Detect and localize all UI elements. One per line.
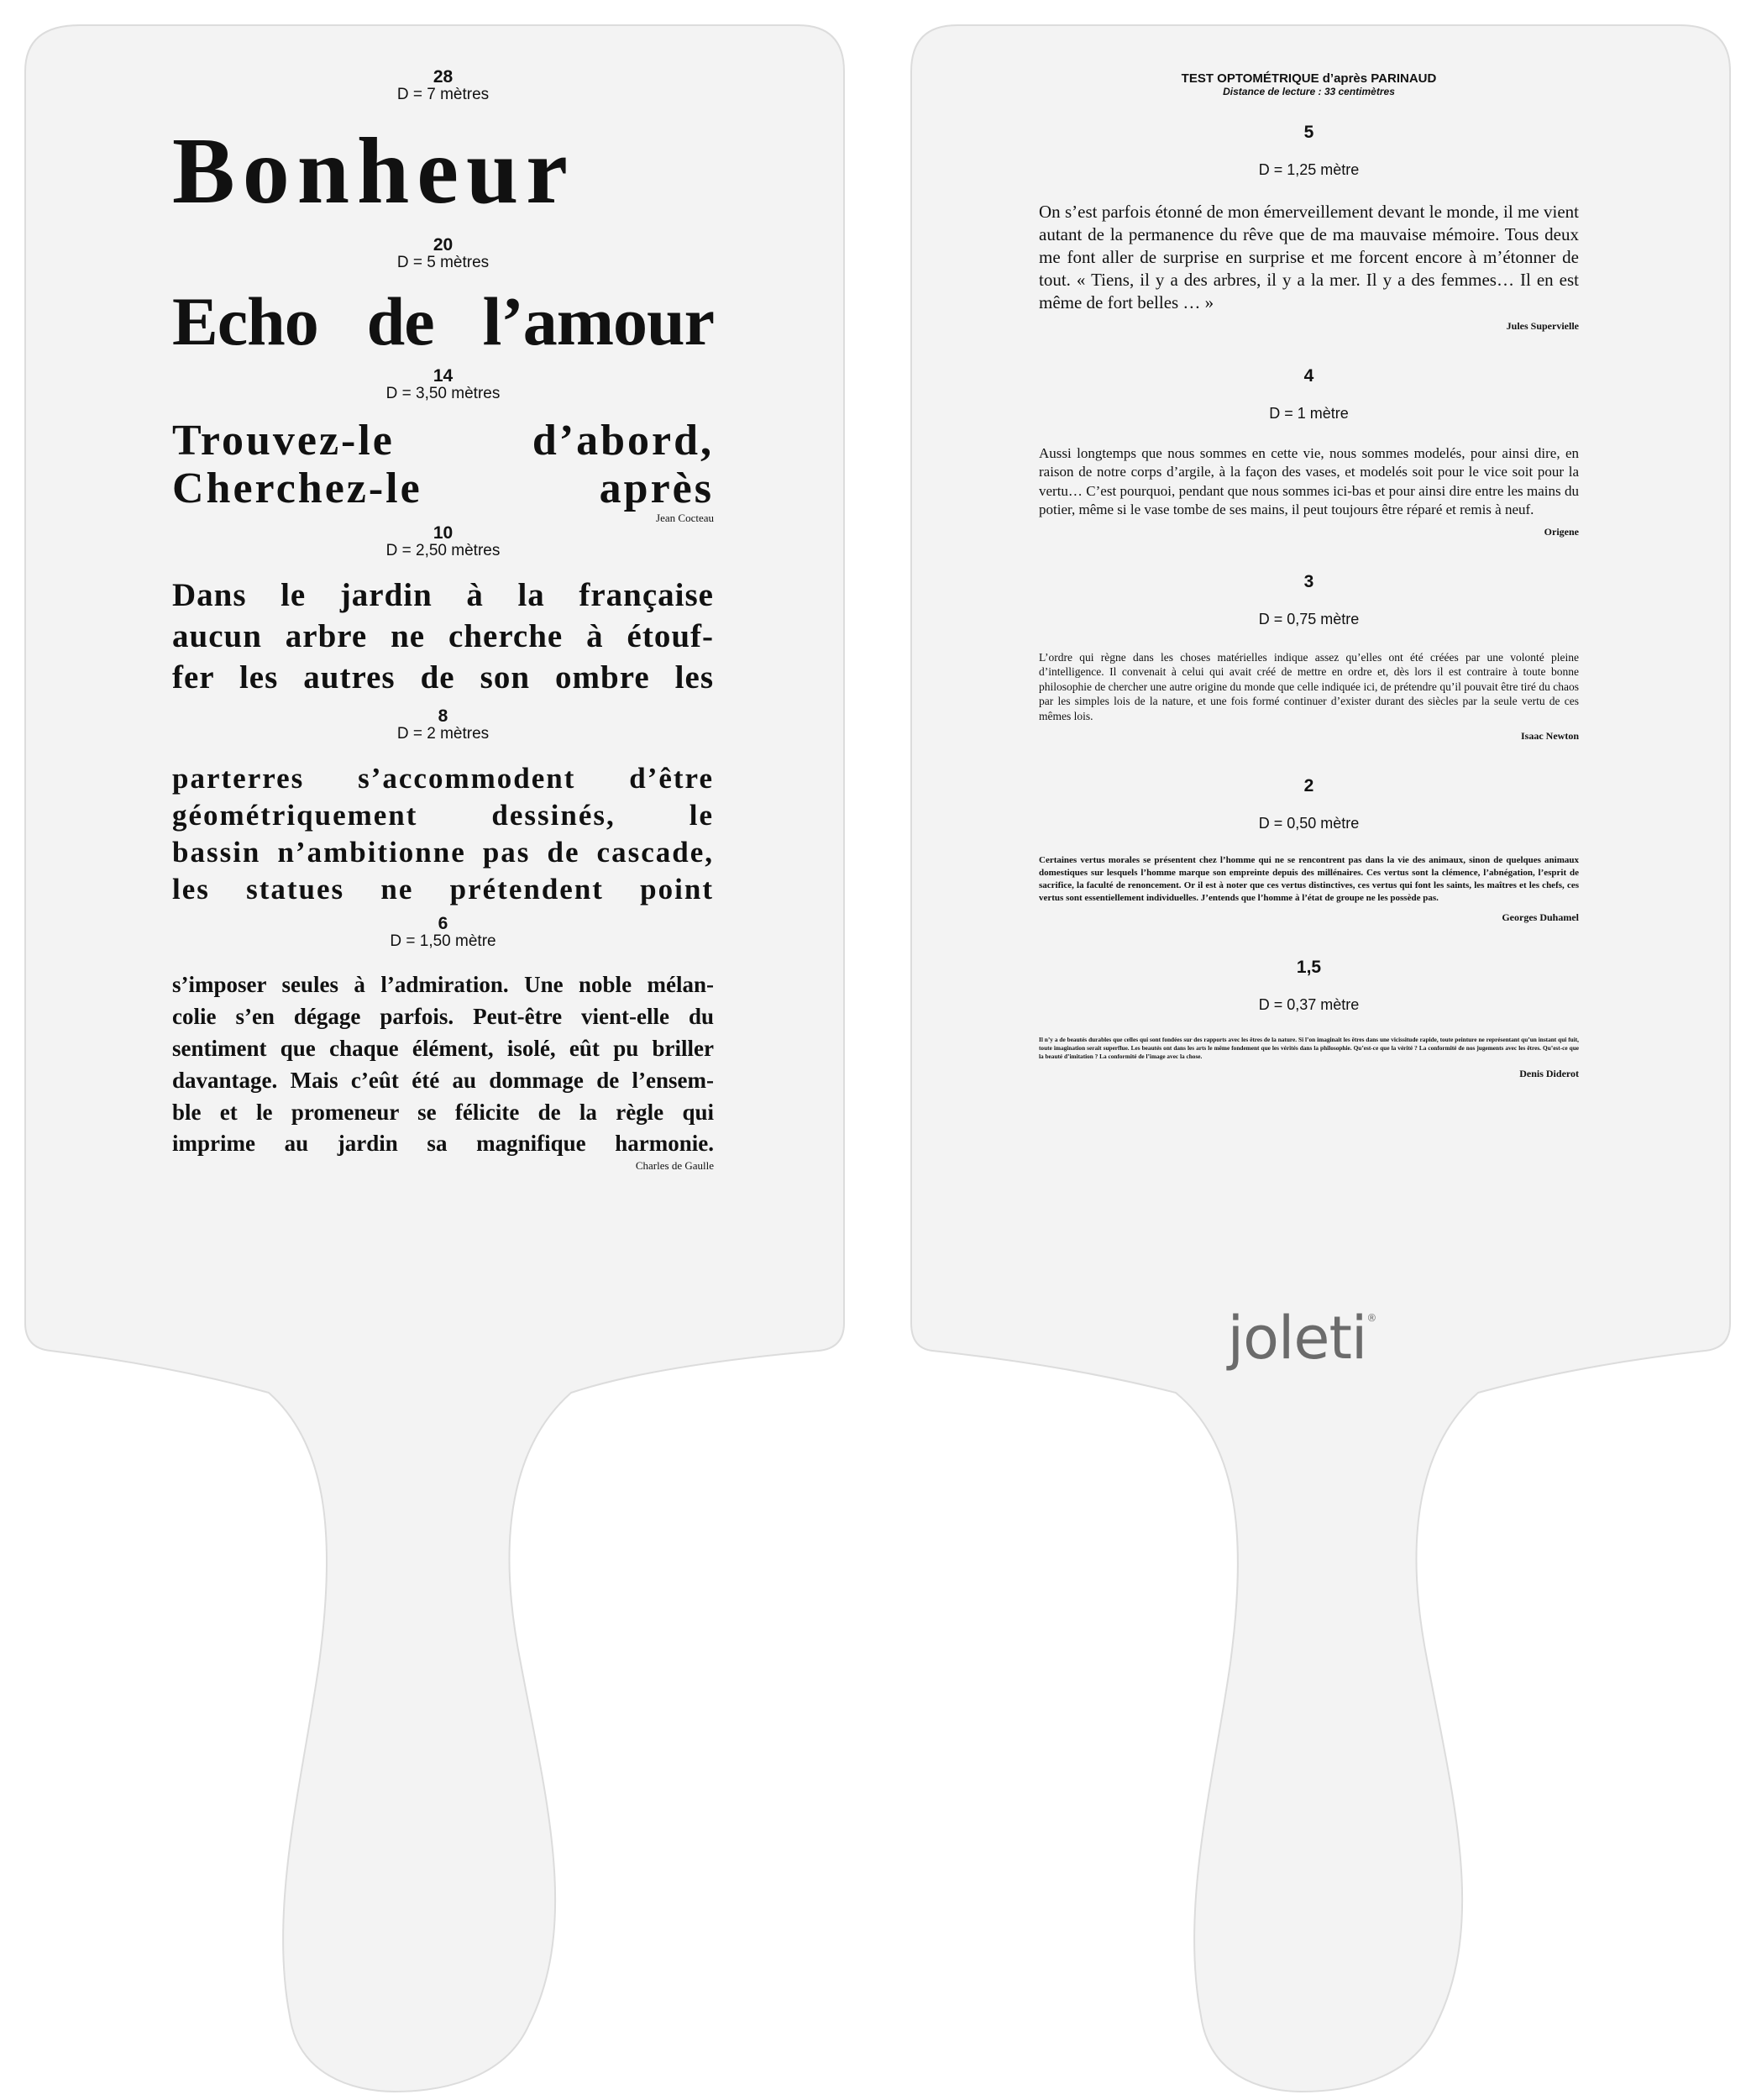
level-number: 20 <box>433 234 454 255</box>
level-distance: D = 0,50 mètre <box>1258 815 1360 832</box>
level-distance: D = 2 mètres <box>396 725 490 743</box>
level-text: Certaines vertus morales se présentent chez l’homme qui ne se rencontrent pas dans la vie des animaux, sinon de quelques animaux domestiques sur lesquels l’homme marque son empreinte depuis des millénaires. Ces vertus sont la clémence, l’abnégation, l’esprit de sacrifice, la faculté de renoncement. Or il est à noter que ces vertus distinctives, ces vertus qui font les saints, les maîtres et les chefs, ces vertus sont essentiellement individuelles. J’entends que l’homme à l’état de groupe ne les possède pas. <box>1039 855 1579 904</box>
level-4 <box>1039 366 1579 538</box>
level-number: 10 <box>433 523 454 543</box>
text-line: aucun arbre ne cherche à étouf- <box>172 617 714 654</box>
text-line: parterres s’accommodent d’être <box>172 762 714 795</box>
level-number: 6 <box>438 914 448 934</box>
card-subtitle: Distance de lecture : 33 centimètres <box>1223 86 1395 97</box>
quote-author: Georges Duhamel <box>1502 911 1579 923</box>
text-line: géométriquement dessinés, le <box>172 799 714 832</box>
level-2 <box>1039 776 1579 923</box>
level-distance: D = 7 mètres <box>396 86 490 104</box>
level-distance: D = 0,37 mètre <box>1258 995 1360 1013</box>
quote-author: Charles de Gaulle <box>635 1159 714 1173</box>
level-number: 1,5 <box>1296 957 1322 977</box>
level-text <box>172 417 714 512</box>
quote-author: Isaac Newton <box>1521 730 1579 743</box>
level-number: 3 <box>1303 571 1314 591</box>
level-14 <box>172 366 714 523</box>
text-line: Dans le jardin à la française <box>172 577 714 614</box>
level-20 <box>172 235 714 360</box>
level-number: 5 <box>1303 123 1314 142</box>
level-5 <box>1039 123 1579 333</box>
quote-author: Jean Cocteau <box>656 512 714 525</box>
level-10 <box>172 523 714 698</box>
level-distance: D = 0,75 mètre <box>1258 610 1360 627</box>
brand-logo <box>1201 1304 1403 1373</box>
quote-author: Jules Supervielle <box>1506 320 1579 333</box>
level-distance: D = 3,50 mètres <box>385 384 501 402</box>
text-line: sentiment que chaque élément, isolé, eût pu briller <box>172 1035 714 1061</box>
level-text: Echo de l’amour <box>172 282 714 360</box>
level-text <box>172 575 714 698</box>
level-distance: D = 1,50 mètre <box>390 932 496 951</box>
quote-author: Origene <box>1544 525 1579 538</box>
text-line: bassin n’ambitionne pas de cascade, <box>172 835 714 869</box>
level-number: 4 <box>1303 366 1314 386</box>
logo-text: joleti <box>1227 1304 1367 1373</box>
level-8 <box>172 706 714 907</box>
level-text <box>172 969 714 1160</box>
registered-mark: ® <box>1366 1312 1376 1324</box>
text-line: colie s’en dégage parfois. Peut-être vient-elle du <box>172 1004 714 1030</box>
text-line: Cherchez-le après <box>172 464 714 512</box>
level-distance: D = 1 mètre <box>1269 405 1349 423</box>
level-6 <box>172 914 714 1171</box>
level-distance: D = 5 mètres <box>396 253 490 271</box>
level-distance: D = 2,50 mètres <box>385 542 501 560</box>
left-card <box>172 67 714 1171</box>
level-number: 8 <box>438 706 448 727</box>
text-line: les statues ne prétendent point <box>172 872 714 906</box>
level-number: 28 <box>433 67 454 87</box>
text-line: ble et le promeneur se félicite de la règle qui <box>172 1099 714 1125</box>
level-3 <box>1039 572 1579 743</box>
level-text: Il n’y a de beautés durables que celles qui sont fondées sur des rapports avec les êtres de la nature. Si l’on imaginait les êtres dans une vicissitude rapide, toute peinture ne représentant qu’un instant qui fuit, toute imagination serait superflue. Les beautés ont dans les arts le même fondement que les vérités dans la philosophie. Qu’est-ce que la vérité ? La conformité de nos jugements avec les êtres. Qu’est-ce que la beauté d’imitation ? La conformité de l’image avec la chose. <box>1039 1035 1579 1061</box>
card-title: TEST OPTOMÉTRIQUE d’après PARINAUD <box>1181 71 1437 86</box>
level-text: Bonheur <box>172 118 575 223</box>
level-text <box>172 760 714 907</box>
text-line: imprime au jardin sa magnifique harmonie. <box>172 1131 714 1157</box>
text-line: fer les autres de son ombre les <box>172 659 714 696</box>
level-text: L’ordre qui règne dans les choses matérielles indique assez qu’elles ont été créées par une volonté pleine d’intelligence. Il convenait à celui qui avait créé de mettre en ordre et, dès lors il est contraire à toute bonne philosophie de chercher une autre origine du monde que celle indiquée ici, de prétendre qu’il pouvait être tiré du chaos par les simples lois de la nature, et une fois formé continuer d’exister durant des siècles par la seule vertu de ces mêmes lois. <box>1039 650 1579 722</box>
level-distance: D = 1,25 mètre <box>1258 161 1360 178</box>
quote-author: Denis Diderot <box>1519 1068 1579 1080</box>
level-1-5 <box>1039 958 1579 1081</box>
text-line: davantage. Mais c’eût été au dommage de l’ensem- <box>172 1067 714 1093</box>
level-number: 2 <box>1303 776 1314 796</box>
level-text: Aussi longtemps que nous sommes en cette vie, nous sommes modelés, pour ainsi dire, en raison de notre corps d’argile, à la façon des vases, et modelés soit pour le vice soit pour la vertu… C’est pourquoi, pendant que nous sommes ici-bas et pour ainsi dire entre les mains du potier, même si le vase tombe de ses mains, il peut toujours être réparé et remis à neuf. <box>1039 445 1579 517</box>
level-number: 14 <box>433 365 454 386</box>
right-card <box>1039 71 1579 1114</box>
text-line: Trouvez-le d’abord, <box>172 416 714 465</box>
level-text: On s’est parfois étonné de mon émerveillement devant le monde, il me vient autant de la permanence du rêve que de ma mauvaise mémoire. Tous deux me font aller de surprise en surprise et me forcent encore à m’étonner de tout. « Tiens, il y a des arbres, il y a la mer. Il y a des femmes… Il en est même de fort belles … » <box>1039 202 1579 312</box>
level-28 <box>172 67 714 222</box>
text-line: s’imposer seules à l’admiration. Une noble mélan- <box>172 972 714 998</box>
